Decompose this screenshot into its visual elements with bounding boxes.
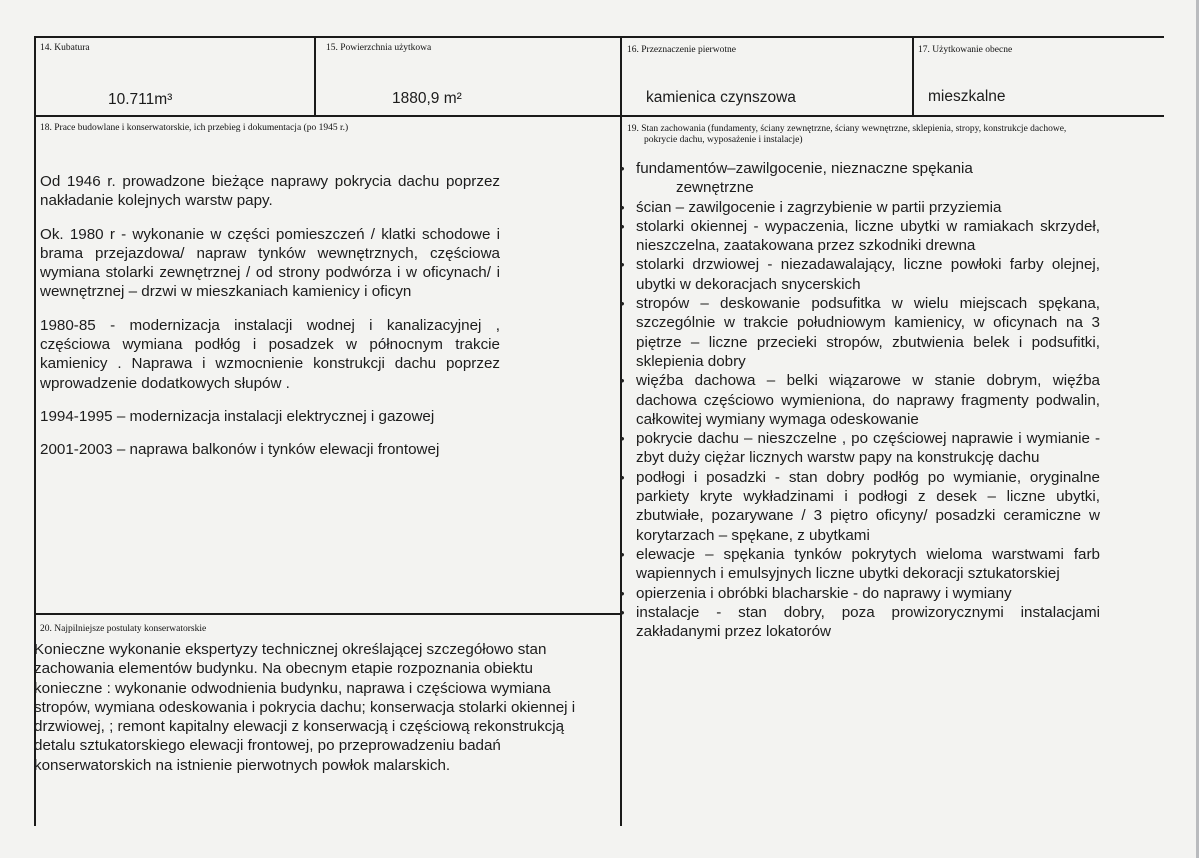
prace-entry: 1980-85 - modernizacja instalacji wodnej i kanalizacyjnej , częściowa wymiana podłóg i posadzek w północnym trakcie kamienicy . Naprawa i wzmocnienie konstrukcji dachu poprzez wprowadzenie dodatkowych słupów . [40,316,500,392]
powierzchnia-label: 15. Powierzchnia użytkowa [326,43,432,53]
prace-label: 18. Prace budowlane i konserwatorskie, ich przebieg i dokumentacja (po 1945 r.) [40,123,349,133]
list-item: • opierzenia i obróbki blacharskie - do naprawy i wymiany [620,584,1012,602]
divider-14-15 [314,36,316,116]
bullet-icon: • [620,546,625,562]
list-item: • pokrycie dachu – nieszczelne , po częściowej naprawie i wymianie - zbyt duży ciężar licznych warstw papy na konstrukcję dachu [620,430,1100,467]
bullet-icon: • [620,431,625,447]
list-item: • fundamentów–zawilgocenie, nieznaczne spękania zewnętrzne [620,160,973,197]
bullet-icon: • [620,161,625,176]
bullet-icon: • [620,296,625,312]
list-item: • instalacje - stan dobry, poza prowizorycznymi instalacjami zakładanymi przez lokatorów [620,603,1100,641]
bullet-icon: • [620,604,625,620]
prace-entry: Ok. 1980 r - wykonanie w części pomieszczeń / klatki schodowe i brama przejazdowa/ napraw tynków wewnętrznych, częściowa wymiana stolarki zewnętrznej / od strony podwórza i w oficynach/ i wewnętrznej – drzwi w mieszkaniach kamienicy i oficyn [40,225,500,301]
list-item: • stolarki drzwiowej - niezadawalający, liczne powłoki farby olejnej, ubytki w dekoracjach snycerskich [620,256,1100,293]
bullet-icon: • [620,585,625,601]
kubatura-value: 10.711m³ [108,91,173,108]
top-rule [34,36,1164,38]
list-item: • stropów – deskowanie podsufitka w wielu miejscach spękana, szczególnie w trakcie południowym kamienicy, w oficynach na 3 piętrze – liczne przecieki stropów, zbutwienia belek i podsufitki, sklepienia dobry [620,295,1100,370]
stan-label: 19. Stan zachowania (fundamenty, ściany zewnętrzne, ściany wewnętrzne, sklepienia, stropy, konstrukcje dachowe, [627,124,1067,134]
stan-list [620,159,1100,641]
prace-entries [40,172,500,474]
prace-entry: 2001-2003 – naprawa balkonów i tynków elewacji frontowej [40,441,440,459]
list-item: • ścian – zawilgocenie i zagrzybienie w partii przyziemia [620,198,1002,216]
list-item: • podłogi i posadzki - stan dobry podłóg po wymianie, oryginalne parkiety kryte wykładzinami i podłogi z desek – liczne ubytki, zbutwiałe, pozarywane / 3 piętro oficyny/ posadzki ceramiczne w korytarzach – spękane, z ubytkami [620,468,1100,544]
bullet-icon: • [620,257,625,273]
list-item: • więźba dachowa – belki wiązarowe w stanie dobrym, więźba dachowa częściowo wymieniona, do naprawy fragmenty podwalin, całkowitej wymiany wymaga odeskowanie [620,372,1100,428]
uzytkowanie-value: mieszkalne [928,88,1006,105]
bullet-icon: • [620,469,625,485]
section-20-rule [34,613,622,615]
bullet-icon: • [620,373,625,389]
kubatura-label: 14. Kubatura [40,43,90,53]
header-bottom-rule [34,115,1164,117]
postulaty-text: Konieczne wykonanie ekspertyzy technicznej określającej szczegółowo stan zachowania elementów budynku. Na obecnym etapie rozpoznania obiektu konieczne : wykonanie odwodnienia budynku, naprawa i częściowa wymiana stropów, wymiana odeskowania i pokrycia dachu; konserwacja stolarki okiennej i drzwiowej, ; remont kapitalny elewacji z konserwacją i częściową rekonstrukcją detalu sztukatorskiego elewacji frontowej, po przeprowadzeniu badań konserwatorskich na istnienie pierwotnych powłok malarskich. [34,641,576,774]
postulaty-label: 20. Najpilniejsze postulaty konserwatorskie [40,624,207,634]
stan-label-cont: pokrycie dachu, wyposażenie i instalacje) [644,135,803,145]
przeznaczenie-value: kamienica czynszowa [646,89,796,106]
stan-list-wrap [620,159,1100,641]
uzytkowanie-label: 17. Użytkowanie obecne [918,45,1013,55]
powierzchnia-value: 1880,9 m² [392,90,462,107]
divider-16-17 [912,36,914,116]
prace-entry: Od 1946 r. prowadzone bieżące naprawy pokrycia dachu poprzez nakładanie kolejnych warstw papy. [40,173,500,210]
list-item: • stolarki okiennej - wypaczenia, liczne ubytki w ramiakach skrzydeł, nieszczelna, zaatakowana przez szkodniki drewna [620,217,1100,255]
list-item: • elewacje – spękania tynków pokrytych wieloma warstwami farb wapiennych i emulsyjnych liczne ubytki dekoracji sztukatorskiej [620,545,1100,583]
przeznaczenie-label: 16. Przeznaczenie pierwotne [627,45,736,55]
prace-entry: 1994-1995 – modernizacja instalacji elektrycznej i gazowej [40,407,435,425]
bullet-icon: • [620,199,625,215]
bullet-icon: • [620,218,625,234]
